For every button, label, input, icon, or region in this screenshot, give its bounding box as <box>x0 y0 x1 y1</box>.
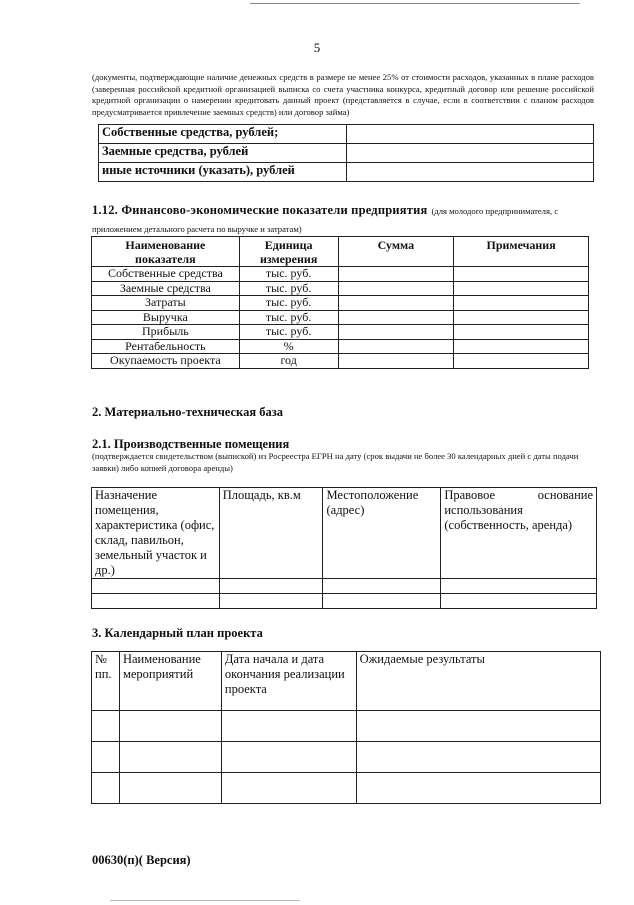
table-cell[interactable] <box>92 742 120 773</box>
funding-label: Собственные средства, рублей; <box>99 125 347 144</box>
indicator-name: Заемные средства <box>92 281 240 296</box>
indicator-unit: тыс. руб. <box>239 296 338 311</box>
intro-note: (документы, подтверждающие наличие денежных средств в размере не менее 25% от стоимости расходов, указанных в плане расходов (заверенная российской кредитной организацией выписка со счета участника конкурса, кредитный договор или решение российской кредитной организации о намерении кредитовать данный проект (представляется в случае, если в соответствии с планом расходов предусматривается привлечение заемных средств) или договор займа) <box>92 72 594 117</box>
table-row <box>92 579 597 594</box>
table-cell[interactable] <box>92 579 220 594</box>
indicator-note[interactable] <box>454 267 589 282</box>
indicator-note[interactable] <box>454 281 589 296</box>
table-cell[interactable] <box>356 773 600 804</box>
column-header: Наименование мероприятий <box>119 652 221 711</box>
table-row <box>99 144 594 163</box>
table-cell[interactable] <box>119 711 221 742</box>
column-header: Примечания <box>454 237 589 267</box>
table-header-row <box>92 652 601 711</box>
table-row <box>92 310 589 325</box>
table-cell[interactable] <box>323 594 441 609</box>
indicator-name: Рентабельность <box>92 339 240 354</box>
column-header: Сумма <box>338 237 454 267</box>
financial-indicators-table <box>91 236 589 369</box>
table-row <box>92 267 589 282</box>
table-row <box>92 296 589 311</box>
table-row <box>99 125 594 144</box>
table-row <box>99 163 594 182</box>
table-row <box>92 339 589 354</box>
section-title: 1.12. Финансово-экономические показатели предприятия <box>92 203 428 217</box>
table-cell[interactable] <box>92 711 120 742</box>
column-header: Единица измерения <box>239 237 338 267</box>
table-cell[interactable] <box>219 594 323 609</box>
indicator-sum[interactable] <box>338 354 454 369</box>
indicator-sum[interactable] <box>338 325 454 340</box>
column-header: Площадь, кв.м <box>219 488 323 579</box>
indicator-name: Прибыль <box>92 325 240 340</box>
table-cell[interactable] <box>219 579 323 594</box>
indicator-sum[interactable] <box>338 296 454 311</box>
section-note: (для молодого предпринимателя, с приложением детального расчета по выручке и затратам) <box>92 206 559 234</box>
section-2-title: 2. Материально-техническая база <box>92 405 283 419</box>
table-cell[interactable] <box>356 711 600 742</box>
table-row <box>92 325 589 340</box>
footer-version: 00630(п)( Версия) <box>92 853 191 867</box>
table-cell[interactable] <box>119 773 221 804</box>
indicator-sum[interactable] <box>338 281 454 296</box>
indicator-sum[interactable] <box>338 310 454 325</box>
funding-label: иные источники (указать), рублей <box>99 163 347 182</box>
indicator-unit: % <box>239 339 338 354</box>
column-header: Назначение помещения, характеристика (офис, склад, павильон, земельный участок и др.) <box>92 488 220 579</box>
table-cell[interactable] <box>221 773 356 804</box>
column-header: Ожидаемые результаты <box>356 652 600 711</box>
column-header: № пп. <box>92 652 120 711</box>
indicator-unit: тыс. руб. <box>239 267 338 282</box>
indicator-name: Выручка <box>92 310 240 325</box>
table-header-row <box>92 237 589 267</box>
funding-label: Заемные средства, рублей <box>99 144 347 163</box>
indicator-unit: тыс. руб. <box>239 281 338 296</box>
table-cell[interactable] <box>92 594 220 609</box>
table-row <box>92 281 589 296</box>
table-cell[interactable] <box>221 711 356 742</box>
indicator-note[interactable] <box>454 296 589 311</box>
indicator-note[interactable] <box>454 339 589 354</box>
indicator-note[interactable] <box>454 325 589 340</box>
calendar-plan-table <box>91 651 601 804</box>
funding-value[interactable] <box>347 144 594 163</box>
table-cell[interactable] <box>119 742 221 773</box>
section-2-1-title: 2.1. Производственные помещения <box>92 437 290 451</box>
table-cell[interactable] <box>441 579 597 594</box>
indicator-sum[interactable] <box>338 339 454 354</box>
indicator-unit: год <box>239 354 338 369</box>
funding-value[interactable] <box>347 163 594 182</box>
premises-table <box>91 487 597 609</box>
table-header-row <box>92 488 597 579</box>
table-row <box>92 773 601 804</box>
section-1-12-heading <box>92 201 597 237</box>
column-header: Дата начала и дата окончания реализации проекта <box>221 652 356 711</box>
section-3-title: 3. Календарный план проекта <box>92 626 263 640</box>
section-2-1-note: (подтверждается свидетельством (выпиской) из Росреестра ЕГРН на дату (срок выдачи не более 30 календарных дней с даты подачи заявки) либо копией договора аренды) <box>92 451 579 473</box>
table-cell[interactable] <box>441 594 597 609</box>
table-cell[interactable] <box>221 742 356 773</box>
table-cell[interactable] <box>92 773 120 804</box>
table-cell[interactable] <box>356 742 600 773</box>
indicator-note[interactable] <box>454 310 589 325</box>
top-rule <box>250 3 580 4</box>
indicator-unit: тыс. руб. <box>239 310 338 325</box>
page-number: 5 <box>313 40 321 55</box>
column-header: Наименование показателя <box>92 237 240 267</box>
indicator-unit: тыс. руб. <box>239 325 338 340</box>
indicator-note[interactable] <box>454 354 589 369</box>
funding-value[interactable] <box>347 125 594 144</box>
funding-sources-table <box>98 124 594 182</box>
column-header: Местоположение (адрес) <box>323 488 441 579</box>
table-row <box>92 711 601 742</box>
table-row <box>92 354 589 369</box>
table-row <box>92 742 601 773</box>
table-cell[interactable] <box>323 579 441 594</box>
indicator-sum[interactable] <box>338 267 454 282</box>
table-row <box>92 594 597 609</box>
indicator-name: Окупаемость проекта <box>92 354 240 369</box>
bottom-rule <box>110 900 300 901</box>
column-header: Правовое основание использования (собственность, аренда) <box>441 488 597 579</box>
indicator-name: Собственные средства <box>92 267 240 282</box>
indicator-name: Затраты <box>92 296 240 311</box>
